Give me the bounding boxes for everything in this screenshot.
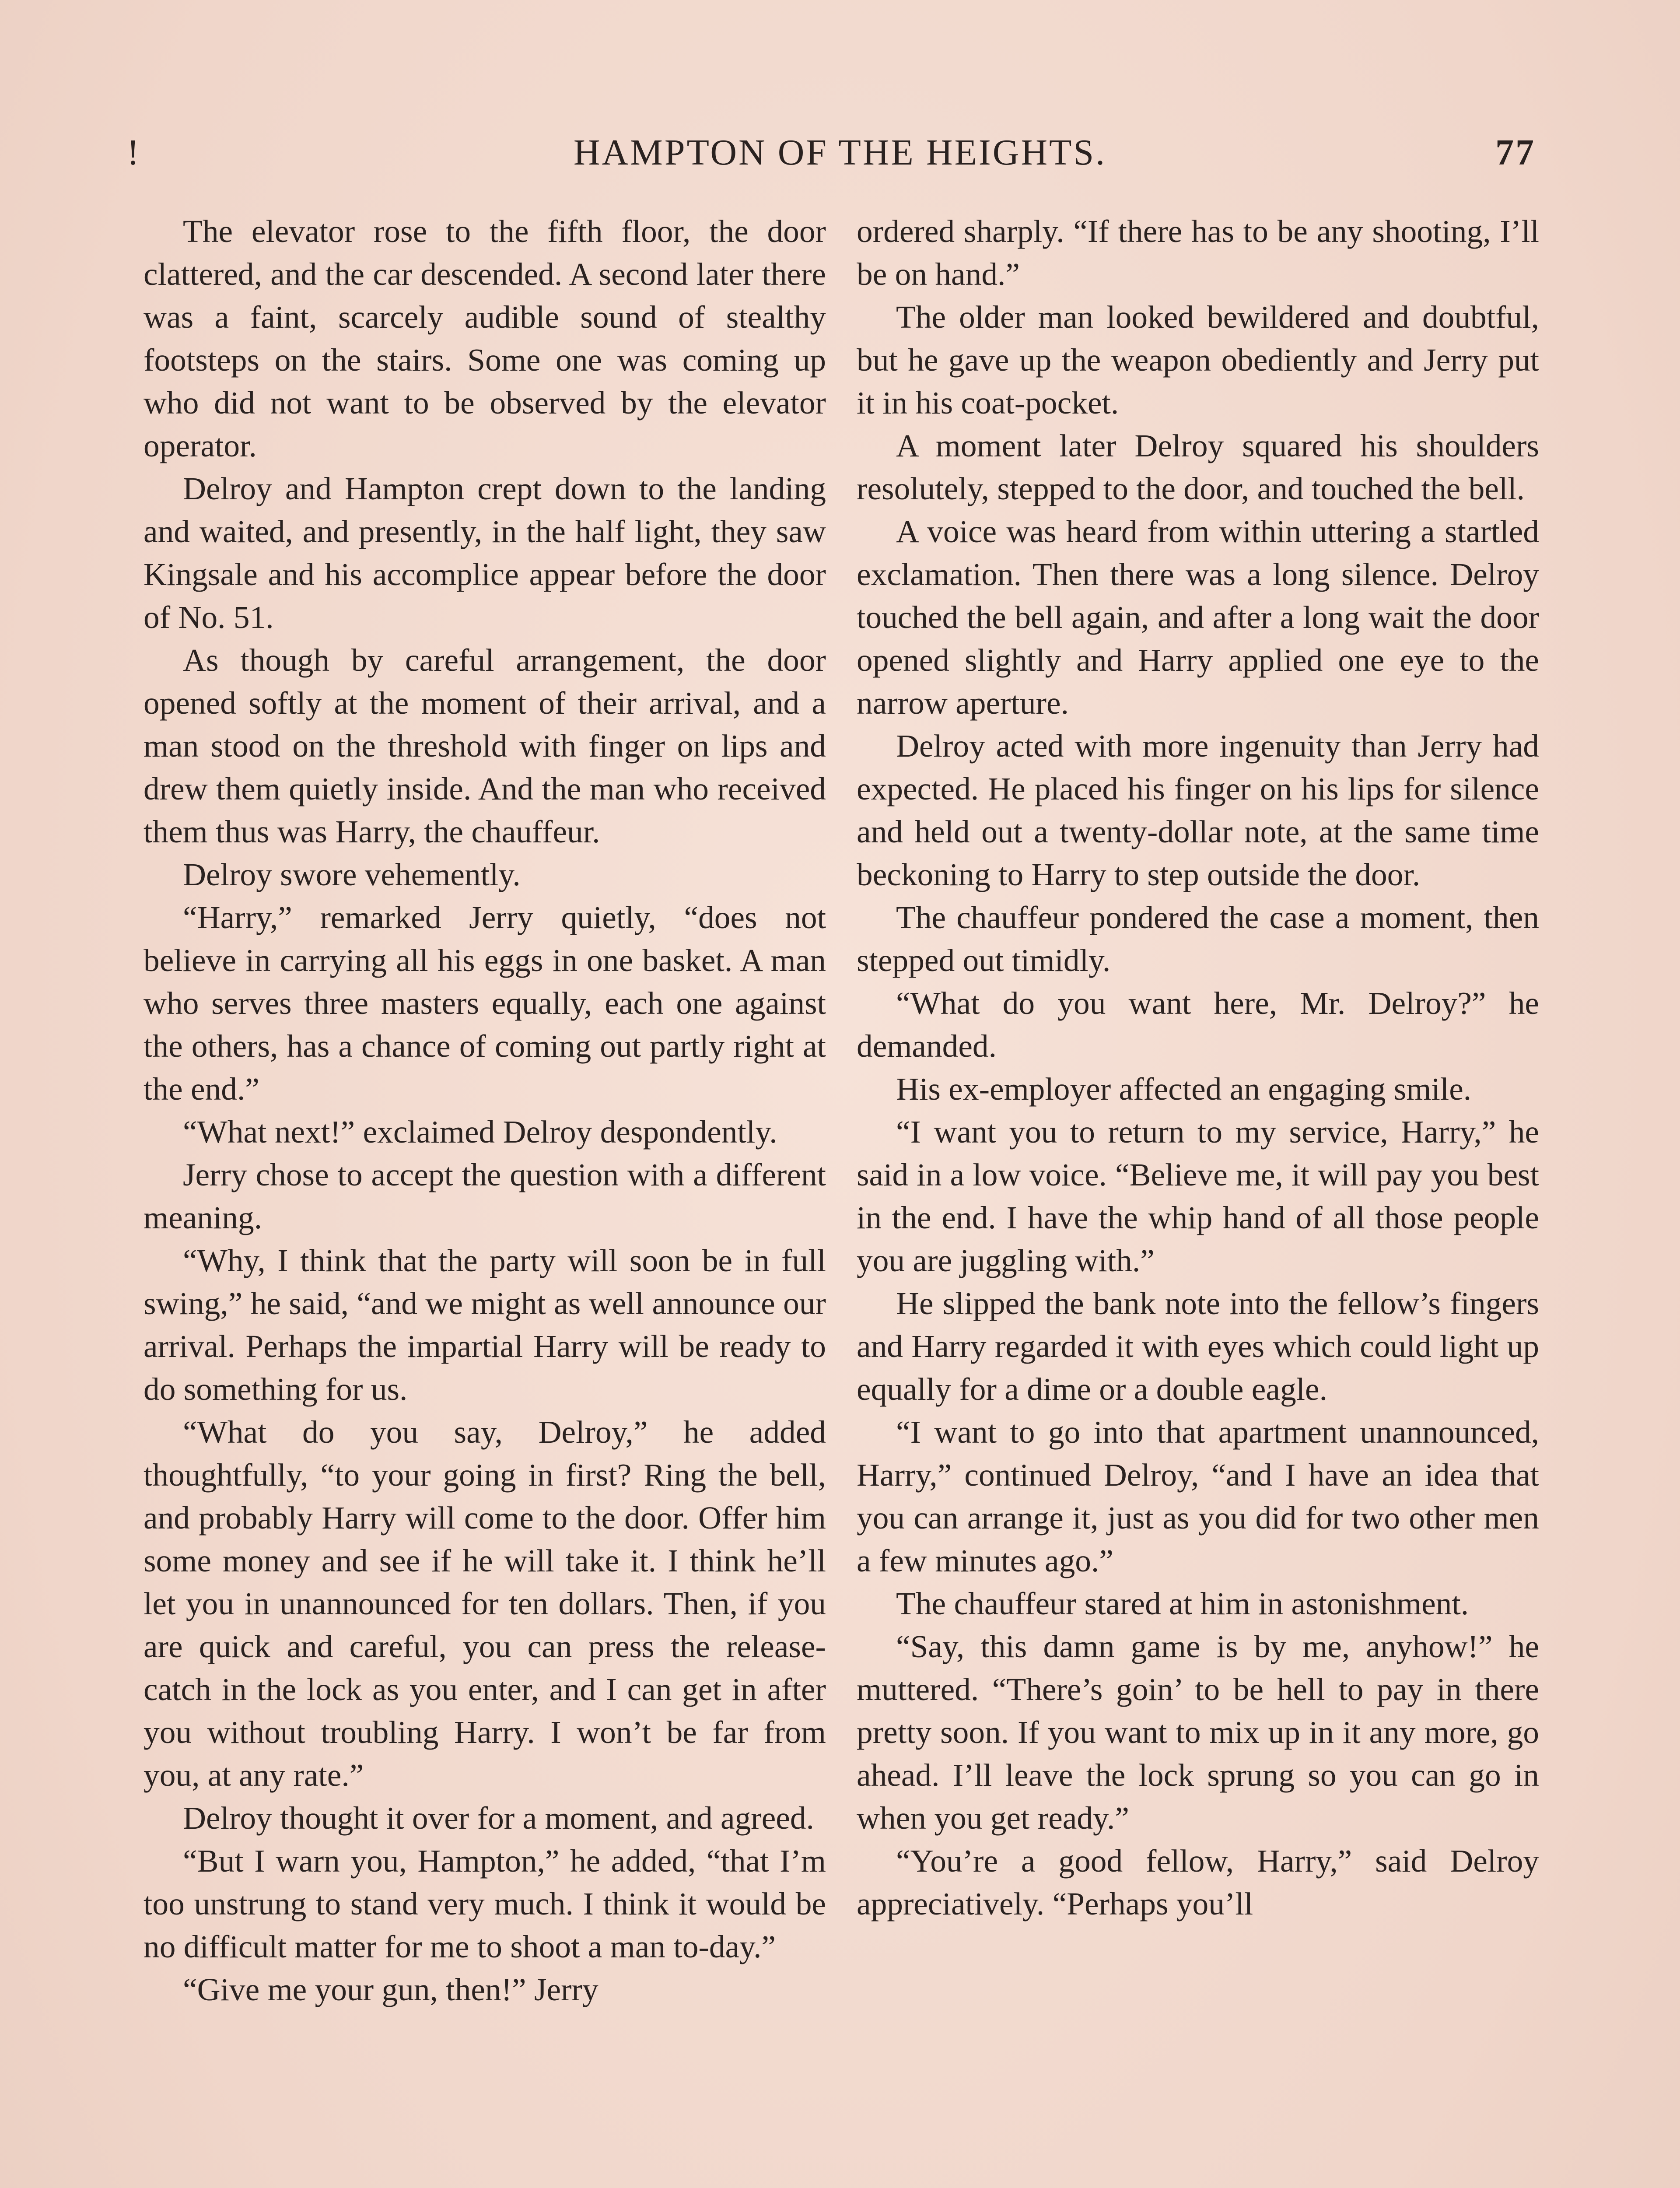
paragraph: “Say, this damn game is by me, anyhow!” he muttered. “There’s goin’ to be hell to pay in there pretty soon. If you want to mix up in it any more, go ahead. I’ll leave the lock sprung so you can go in when you get ready.” — [857, 1629, 1539, 1836]
paragraph: The chauffeur stared at him in astonishment. — [896, 1586, 1469, 1621]
paragraph: “You’re a good fellow, Harry,” said Delroy appreciatively. “Perhaps you’ll — [857, 1843, 1539, 1922]
page-number: 77 — [1495, 132, 1536, 173]
paragraph: “Give me your gun, then!” Jerry — [183, 1972, 598, 2007]
paragraph: Delroy and Hampton crept down to the landing and waited, and presently, in the half light, they saw Kingsale and his accomplice appear before the door of No. 51. — [144, 471, 826, 635]
paragraph: The chauffeur pondered the case a moment, then stepped out timidly. — [857, 900, 1539, 978]
paragraph: “Harry,” remarked Jerry quietly, “does not believe in carrying all his eggs in one basket. A man who serves three masters equally, each one against the others, has a chance of coming out partly right at the end.” — [144, 900, 826, 1107]
paragraph: As though by careful arrangement, the door opened softly at the moment of their arrival, and a man stood on the threshold with finger on lips and drew them quietly inside. And the man who received them thus was Harry, the chauffeur. — [144, 642, 826, 849]
paragraph: A moment later Delroy squared his shoulders resolutely, stepped to the door, and touched the bell. — [857, 428, 1539, 506]
paragraph: “I want to go into that apartment unannounced, Harry,” continued Delroy, “and I have an idea that you can arrange it, just as you did for two other men a few minutes ago.” — [857, 1414, 1539, 1578]
paragraph: “I want you to return to my service, Harry,” he said in a low voice. “Believe me, it will pay you best in the end. I have the whip hand of all those people you are juggling with.” — [857, 1114, 1539, 1278]
paragraph: Delroy thought it over for a moment, and agreed. — [183, 1800, 814, 1836]
paragraph: A voice was heard from within uttering a startled exclamation. Then there was a long silence. Delroy touched the bell again, and after a long wait the door opened slightly and Harry applied one eye to the narrow aperture. — [857, 514, 1539, 721]
paragraph: “But I warn you, Hampton,” he added, “that I’m too unstrung to stand very much. I think it would be no difficult matter for me to shoot a man to-day.” — [144, 1843, 826, 1964]
paragraph: “What next!” exclaimed Delroy despondently. — [183, 1114, 777, 1150]
paragraph: “What do you want here, Mr. Delroy?” he demanded. — [857, 985, 1539, 1064]
paragraph: The older man looked bewildered and doubtful, but he gave up the weapon obediently and Jerry put it in his coat-pocket. — [857, 299, 1539, 421]
paragraph: “What do you say, Delroy,” he added thoughtfully, “to your going in first? Ring the bell, and probably Harry will come to the door. Offer him some money and see if he will take it. I think he’ll let you in unannounced for ten dollars. Then, if you are quick and careful, you can press the release-catch in the lock as you enter, and I can get in after you without troubling Harry. I won’t be far from you, at any rate.” — [144, 1414, 826, 1793]
left-column — [144, 210, 826, 2011]
paragraph: He slipped the bank note into the fellow’s fingers and Harry regarded it with eyes which could light up equally for a dime or a double eagle. — [857, 1286, 1539, 1407]
running-title: HAMPTON OF THE HEIGHTS. — [573, 132, 1107, 173]
paragraph: His ex-employer affected an engaging smile. — [896, 1071, 1472, 1107]
paragraph-continuation: ordered sharply. “If there has to be any shooting, I’ll be on hand.” — [857, 214, 1539, 292]
paragraph: Delroy acted with more ingenuity than Jerry had expected. He placed his finger on his lips for silence and held out a twenty-dollar note, at the same time beckoning to Harry to step outside the door. — [857, 728, 1539, 892]
margin-mark: ! — [127, 132, 141, 173]
running-header — [127, 131, 1536, 179]
paragraph: Jerry chose to accept the question with a different meaning. — [144, 1157, 826, 1235]
right-column — [857, 210, 1539, 1925]
paragraph: “Why, I think that the party will soon be in full swing,” he said, “and we might as well announce our arrival. Perhaps the impartial Harry will be ready to do something for us. — [144, 1243, 826, 1407]
paragraph: The elevator rose to the fifth floor, the door clattered, and the car descended. A second later there was a faint, scarcely audible sound of stealthy footsteps on the stairs. Some one was coming up who did not want to be observed by the elevator operator. — [144, 214, 826, 463]
paragraph: Delroy swore vehemently. — [183, 857, 521, 892]
